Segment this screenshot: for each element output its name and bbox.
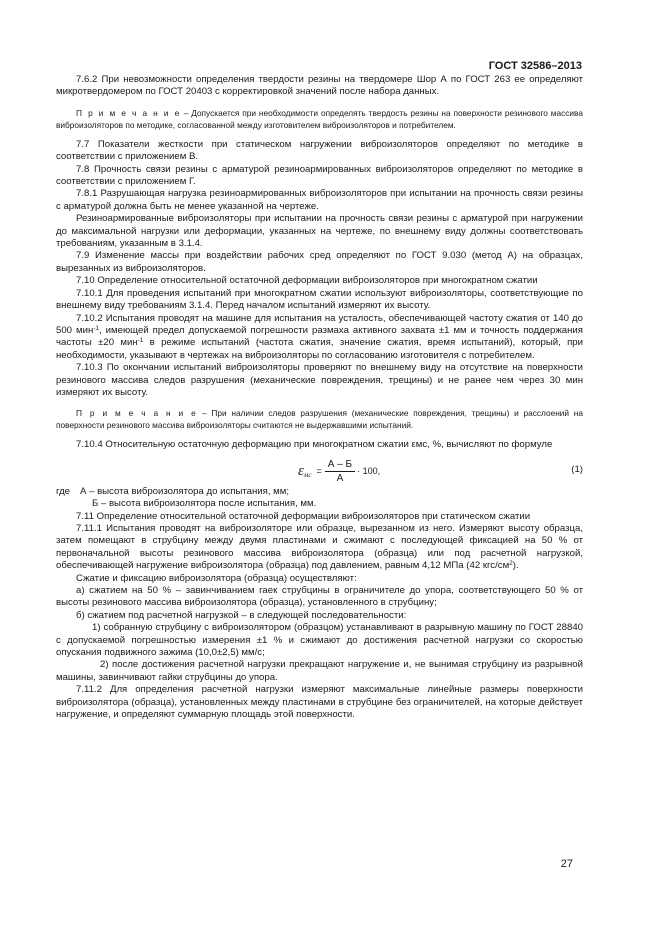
- formula-equals: =: [316, 466, 322, 477]
- superscript: 2: [509, 560, 513, 568]
- paragraph-7-7: 7.7 Показатели жесткости при статическом нагружении виброизоляторов определяют по методике в соответствии с приложением В.: [56, 138, 583, 163]
- note-1: [56, 107, 583, 131]
- list-item-a: а) сжатием на 50 % – завинчиванием гаек струбцины в ограничителе до упора, соответствующего 50 % от высоты резинового массива виброизолятора (образца), установленного в струбцину;: [56, 585, 583, 609]
- page-number: 27: [560, 858, 573, 870]
- paragraph-7-11-2: 7.11.2 Для определения расчетной нагрузки измеряют максимальные линейные размеры поверхности виброизолятора (образца), установленных между пластинами в струбцине без ограничителей, на которые действует нагружение, и определяют суммарную площадь этой поверхности.: [56, 684, 583, 721]
- paragraph-7-8: 7.8 Прочность связи резины с арматурой резиноармированных виброизоляторов определяют по методике в соответствии с приложением Г.: [56, 163, 583, 188]
- formula-number: (1): [571, 463, 583, 475]
- paragraph-7-8-1: 7.8.1 Разрушающая нагрузка резиноармированных виброизоляторов при испытании на прочность связи резины с арматурой должна быть не менее указанной на чертеже.: [56, 188, 583, 212]
- paragraph-7-10-1: 7.10.1 Для проведения испытаний при многократном сжатии используют виброизоляторы, соответствующие по внешнему виду требованиям 3.1.4. Перед началом испытаний измеряют их высоту.: [56, 287, 583, 312]
- formula-symbol: ε: [298, 463, 304, 480]
- note-label: П р и м е ч а н и е: [76, 408, 198, 419]
- paragraph-7-10-3: 7.10.3 По окончании испытаний виброизоляторы проверяют по внешнему виду на отсутствие на поверхности резинового массива следов разрушения (механические повреждения, трещины) и не ранее чем через 30 мин измеряют их высоту.: [56, 362, 583, 398]
- paragraph-7-11: 7.11 Определение относительной остаточной деформации виброизоляторов при статическом сжатии: [76, 510, 531, 522]
- text-fragment: 7.10.2 Испытания проводят на машине для испытания на усталость, обеспечивающей частоту сжатия от 140 до 500 мин: [56, 312, 583, 336]
- paragraph-7-9: 7.9 Изменение массы при воздействии рабочих сред определяют по ГОСТ 9.030 (метод А) на образцах, вырезанных из виброизоляторов.: [56, 250, 583, 274]
- paragraph-7-10: 7.10 Определение относительной остаточной деформации виброизоляторов при многократном сжатии: [76, 275, 538, 287]
- text-fragment: ).: [512, 560, 519, 572]
- note-text: – Допускается при необходимости определять твердость резины на поверхности резинового массива виброизоляторов по методике, согласованной между изготовителем виброизоляторов и потребителем.: [56, 107, 583, 130]
- formula-multiplier: · 100,: [357, 466, 381, 477]
- document-header-code: ГОСТ 32586–2013: [488, 60, 582, 72]
- formula-subscript: мс: [303, 471, 312, 480]
- formula-denominator: А: [336, 472, 344, 484]
- paragraph-7-11-1: [56, 523, 583, 573]
- paragraph-7-6-2: 7.6.2 При невозможности определения твердости резины на твердомере Шор А по ГОСТ 263 ее определяют микротвердомером по ГОСТ 20403 с корректировкой значений после набора данных.: [56, 74, 583, 98]
- note-text: – При наличии следов разрушения (механические повреждения, трещины) и расслоений на поверхности резинового массива виброизоляторы считаются не выдержавшими испытаний.: [56, 408, 583, 431]
- superscript: -1: [137, 337, 144, 345]
- note-label: П р и м е ч а н и е: [76, 107, 181, 118]
- where-b-definition: Б – высота виброизолятора после испытания, мм.: [92, 498, 317, 510]
- paragraph-fixation: Сжатие и фиксацию виброизолятора (образца) осуществляют:: [76, 572, 357, 584]
- formula-fraction: [325, 458, 355, 485]
- list-item-b-2: 2) после достижения расчетной нагрузки прекращают нагружение и, не вынимая струбцину из разрывной машины, завинчивают гайки струбцины до упора.: [56, 659, 583, 683]
- where-a-definition: А – высота виброизолятора до испытания, мм;: [80, 485, 290, 497]
- where-label: где: [56, 485, 71, 497]
- formula-1: [56, 456, 583, 486]
- text-fragment: 7.11.1 Испытания проводят на виброизоляторе или образце, вырезанном из него. Измеряют высоту образца, затем помещают в струбцину между двумя пластинами и сжимают с последующей фиксацией на 50 % от первоначальной высоты резинового массива виброизолятора (образца) или под расчетной нагрузкой, обеспечивающей нагружение виброизолятора (образца) под давлением, равным 4,12 МПа (42 кгс/см: [56, 522, 583, 572]
- list-item-b: б) сжатием под расчетной нагрузкой – в следующей последовательности:: [76, 609, 407, 621]
- paragraph-7-10-2: [56, 313, 583, 363]
- text-fragment: , имеющей предел допускаемой погрешности размаха активного захвата ±1 мм и точность поддержания частоты ±20 мин: [56, 324, 583, 349]
- list-item-b-1: 1) собранную струбцину с виброизолятором (образцом) устанавливают в разрывную машину по ГОСТ 28840 с допускаемой погрешностью измерения ±1 % и сжимают до достижения расчетной нагрузки со скоростью опускания подвижного зажима (10,0±2,5) мм/с;: [56, 622, 583, 659]
- text-fragment: в режиме испытаний (частота сжатия, значение сжатия, время испытаний), который, при необходимости, указывают в чертежах на виброизоляторы по согласованию изготовителя с потребителем.: [56, 337, 583, 361]
- paragraph-7-10-4: 7.10.4 Относительную остаточную деформацию при многократном сжатии εмс, %, вычисляют по формуле: [76, 439, 553, 451]
- formula-expression: [298, 458, 380, 485]
- superscript: -1: [93, 324, 100, 332]
- where-a: [56, 486, 583, 498]
- paragraph-7-8-1-continued: Резиноармированные виброизоляторы при испытании на прочность связи резины с арматурой при нагружении до максимальной нагрузки или деформации, указанных на чертеже, по внешнему виду должны соответствовать требованиям, указанным в 3.1.4.: [56, 213, 583, 250]
- where-b: [56, 498, 583, 510]
- note-2: [56, 407, 583, 431]
- document-body: [56, 74, 583, 721]
- formula-numerator: А – Б: [325, 458, 355, 472]
